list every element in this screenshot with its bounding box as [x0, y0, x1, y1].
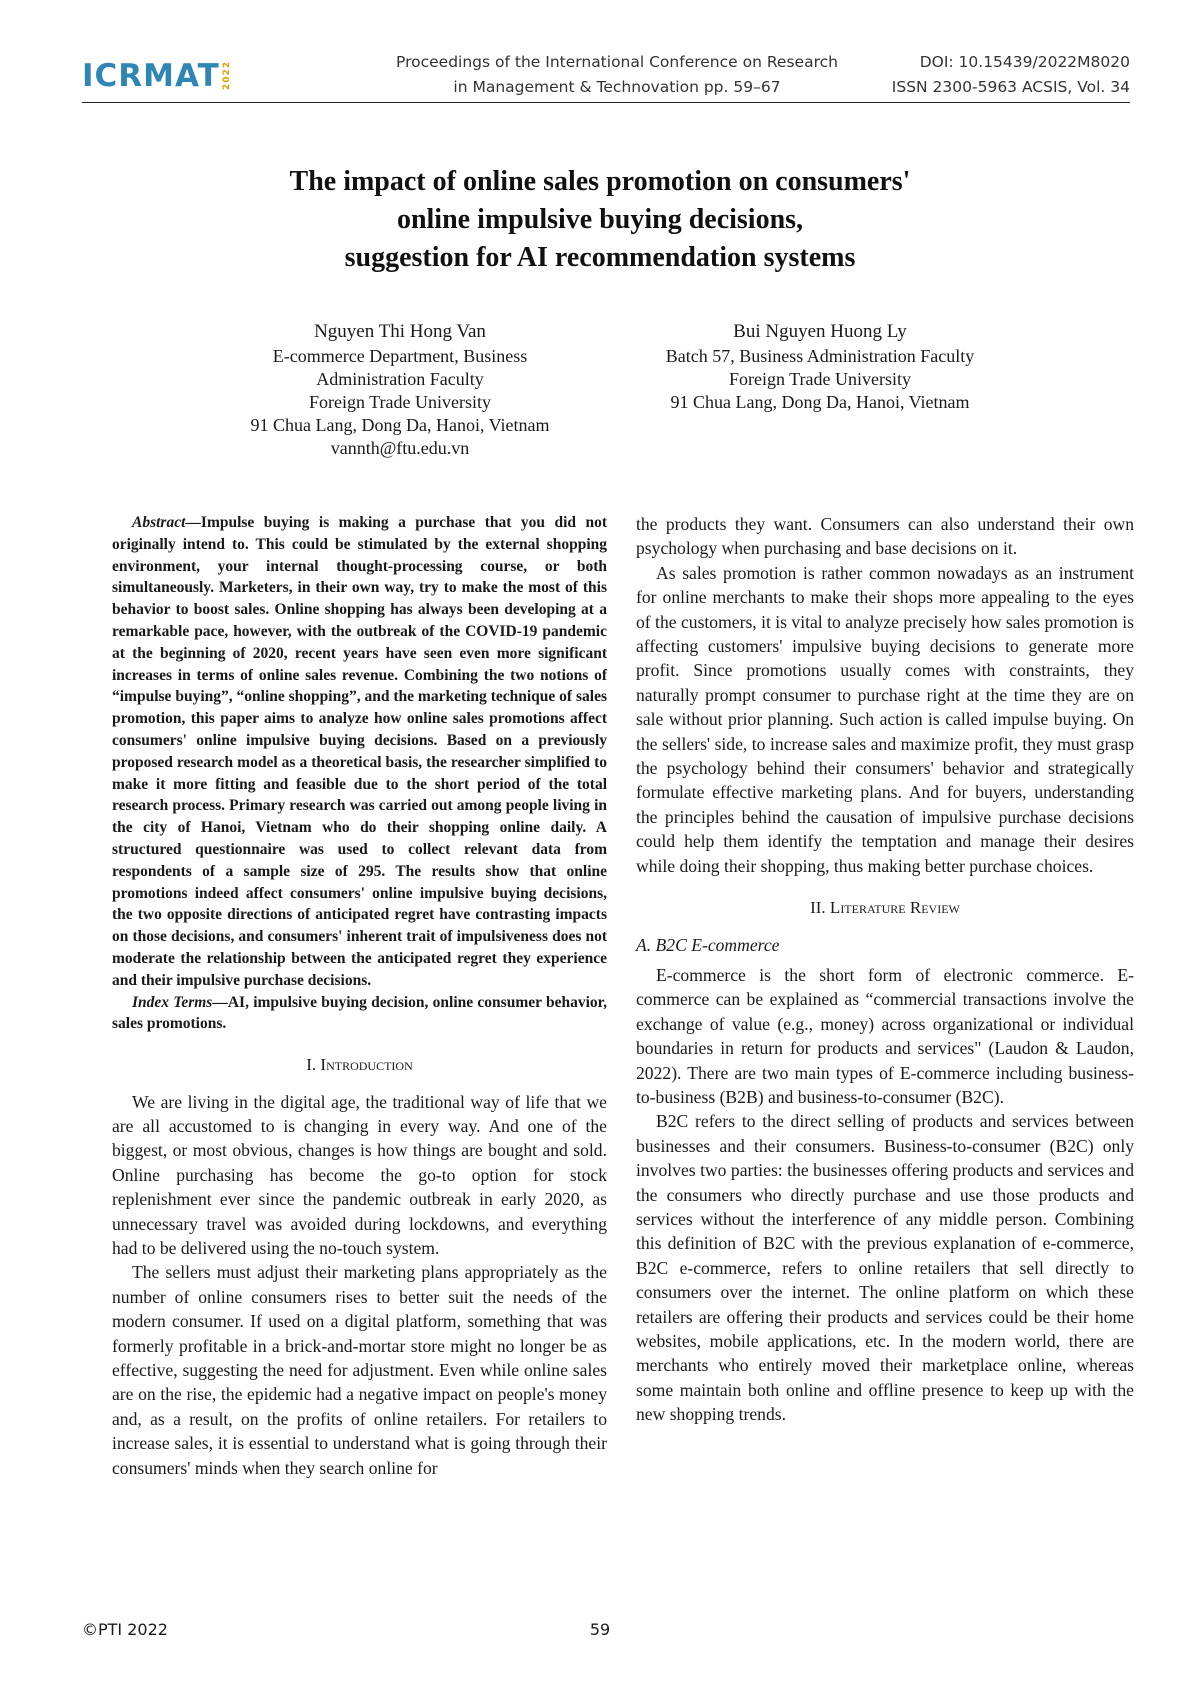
logo-text: ICRMAT — [82, 58, 220, 94]
title-line-1: The impact of online sales promotion on consumers' — [289, 166, 911, 197]
abstract-label: Abstract— — [132, 514, 201, 531]
author-affiliation-line: E-commerce Department, Business — [272, 346, 528, 366]
author-address: 91 Chua Lang, Dong Da, Hanoi, Vietnam — [670, 392, 970, 412]
paper-title — [100, 163, 1100, 277]
footer-copyright: ©PTI 2022 — [82, 1620, 168, 1639]
title-line-3: suggestion for AI recommendation systems — [344, 242, 856, 273]
title-line-2: online impulsive buying decisions, — [396, 204, 804, 235]
author-block-1 — [200, 320, 600, 460]
page-number: 59 — [589, 1620, 611, 1639]
subsection-heading: A. B2C E-commerce — [636, 934, 780, 955]
doi: DOI: 10.15439/2022M8020 — [919, 53, 1130, 71]
abstract — [112, 512, 607, 992]
conference-logo — [82, 58, 232, 94]
author-affiliation-line: Foreign Trade University — [309, 392, 491, 412]
author-address: 91 Chua Lang, Dong Da, Hanoi, Vietnam — [250, 415, 550, 435]
paragraph: E-commerce is the short form of electronic commerce. E-commerce can be explained as “commercial transactions involve the exchange of value (e.g., money) across organizational or individual boundaries in return for products and services" (Laudon & Laudon, 2022). There are two main types of E-commerce including business-to-business (B2B) and business-to-consumer (B2C). — [636, 964, 1134, 1107]
author-affiliation-line: Foreign Trade University — [729, 369, 911, 389]
index-terms — [112, 992, 607, 1036]
author-affiliation-line: Batch 57, Business Administration Faculty — [665, 346, 975, 366]
index-terms-label: Index Terms— — [132, 993, 228, 1011]
paragraph: We are living in the digital age, the traditional way of life that we are all accustomed to is changing in every way. And one of the biggest, or most obvious, changes is how things are bought and sold. Online purchasing has become the go-to option for stock replenishment ever since the pandemic outbreak in early 2020, as unnecessary travel was avoided during lockdowns, and everything had to be delivered using the no-touch system. — [112, 1091, 607, 1258]
abstract-text: Impulse buying is making a purchase that you did not originally intend to. This could be stimulated by the external shopping environment, your internal thought-processing course, or both simultaneously. Marketers, in their own way, try to make the most of this behavior to boost sales. Online shopping has always been developing at a remarkable pace, however, with the outbreak of the COVID-19 pandemic at the beginning of 2020, recent years have seen even more significant increases in terms of online sales revenue. Combining the two notions of “impulse buying”, “online shopping”, and the marketing technique of sales promotion, this paper aims to analyze how online sales promotions affect consumers' online impulsive buying decisions. Based on a previously proposed research model as a theoretical basis, the researcher simplified to make it more fitting and feasible due to the short period of the total research process. Primary research was carried out among people living in the city of Hanoi, Vietnam who do their shopping online daily. A structured questionnaire was used to collect relevant data from respondents of a sample size of 295. The results show that online promotions indeed affect consumers' online impulsive buying decisions, the two opposite directions of anticipated regret have contrasting impacts on those decisions, and consumers' inherent trait of impulsiveness does not moderate the relationship between the anticipated regret they experience and their impulsive purchase decisions. — [112, 514, 607, 989]
paragraph: B2C refers to the direct selling of products and services between businesses and their consumers. Business-to-consumer (B2C) only involves two parties: the businesses offering products and services and the consumers who directly purchase and use those products and services without the interference of any middle person. Combining this definition of B2C with the previous explanation of e-commerce, B2C e-commerce, refers to online retailers that sell directly to consumers over the internet. The online platform on which these retailers are offering their products and services could be their home websites, mobile applications, etc. In the modern world, there are merchants who entirely moved their marketplace online, whereas some maintain both online and offline presence to keep up with the new shopping trends. — [636, 1111, 1134, 1425]
logo-year: 2022 — [221, 61, 232, 91]
index-terms-text: AI, impulsive buying decision, online consumer behavior, sales promotions. — [112, 993, 607, 1033]
doi-info — [892, 50, 1130, 100]
author-email[interactable]: vannth@ftu.edu.vn — [330, 438, 470, 458]
paragraph: The sellers must adjust their marketing plans appropriately as the number of online consumers rises to better suit the needs of the modern consumer. If used on a digital platform, something that was formerly profitable in a brick-and-mortar store might no longer be as effective, suggesting the need for adjustment. Even while online sales are on the rise, the epidemic had a negative impact on people's money and, as a result, on the profits of online retailers. For retailers to increase sales, it is essential to understand what is going through their consumers' minds when they search online for — [112, 1262, 607, 1478]
page-header — [82, 50, 1130, 103]
proceedings-line-1: Proceedings of the International Conference on Research — [396, 53, 838, 71]
paragraph: As sales promotion is rather common nowadays as an instrument for online merchants to make their shops more appealing to the eyes of the customers, it is vital to analyze precisely how sales promotion is affecting customers' impulsive buying decisions to generate more profit. Since promotions usually comes with constraints, they naturally prompt consumer to purchase right at the time they are on sale without prior planning. Such action is called impulse buying. On the sellers' side, to increase sales and maximize profit, they must grasp the psychology behind their consumers' behavior and strategically formulate effective marketing plans. And for buyers, understanding the principles behind the causation of impulsive purchase decisions could help them identify the temptation and manage their desires while doing their shopping, thus making better purchase choices. — [636, 562, 1134, 876]
author-affiliation-line: Administration Faculty — [316, 369, 484, 389]
proceedings-line-2: in Management & Technovation pp. 59–67 — [453, 78, 781, 96]
section-heading-literature-review: II. Literature Review — [810, 898, 960, 918]
left-column — [112, 512, 607, 1480]
author-block-2 — [620, 320, 1020, 414]
issn: ISSN 2300-5963 ACSIS, Vol. 34 — [891, 78, 1130, 96]
author-name: Bui Nguyen Huong Ly — [733, 321, 907, 342]
right-column — [636, 512, 1134, 1427]
paragraph-continuation: the products they want. Consumers can also understand their own psychology when purchasing and base decisions on it. — [636, 514, 1134, 559]
section-heading-introduction: I. Introduction — [306, 1055, 413, 1075]
author-name: Nguyen Thi Hong Van — [314, 321, 486, 342]
proceedings-info — [367, 50, 867, 100]
